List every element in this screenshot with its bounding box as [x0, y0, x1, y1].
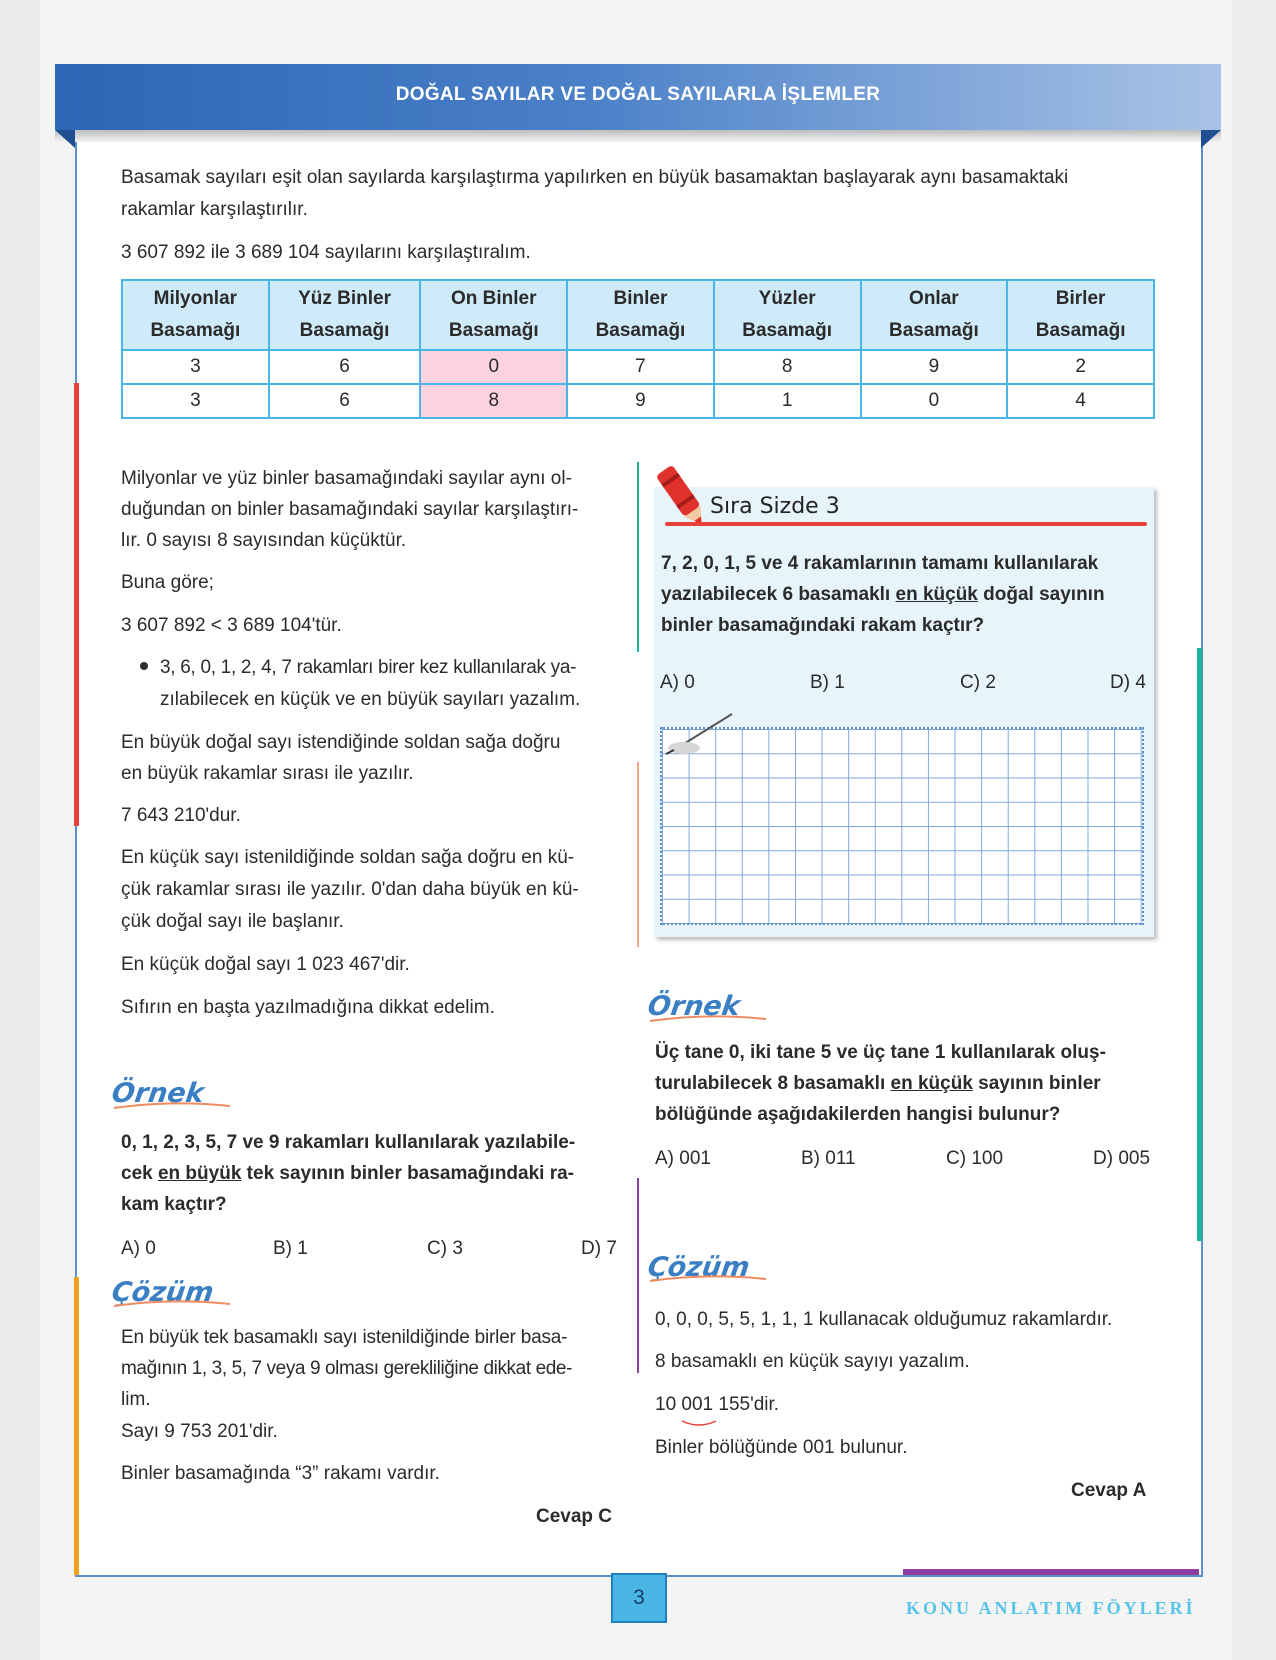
left-text: çük doğal sayı ile başlanır. [121, 911, 344, 932]
cozum-text: lim. [121, 1389, 151, 1410]
table-cell: 3 [122, 350, 269, 384]
option-a: A) 001 [655, 1148, 711, 1169]
option-a: A) 0 [660, 672, 695, 693]
left-text: Buna göre; [121, 572, 214, 593]
column-divider-teal [637, 462, 639, 652]
sira-question: 7, 2, 0, 1, 5 ve 4 rakamlarının tamamı kullanılarak [661, 553, 1099, 574]
table-cell-highlighted: 0 [420, 350, 567, 384]
table-row [122, 384, 1154, 418]
bullet-text: zılabilecek en küçük ve en büyük sayıları yazalım. [160, 689, 581, 710]
header-fold-right [1201, 130, 1221, 148]
page-number: 3 [611, 1573, 667, 1623]
column-divider-purple [637, 1178, 639, 1373]
table-header: Onlar Basamağı [861, 280, 1008, 350]
cozum-text: Sayı 9 753 201'dir. [121, 1421, 278, 1442]
table-cell: 9 [861, 350, 1008, 384]
left-text: 3 607 892 < 3 689 104'tür. [121, 615, 342, 636]
option-d: D) 005 [1093, 1148, 1151, 1169]
left-text: En küçük doğal sayı 1 023 467'dir. [121, 954, 410, 975]
cozum-label: Çözüm [645, 1252, 752, 1283]
ornek-question: turulabilecek 8 basamaklı en küçük sayının binler [655, 1073, 1101, 1094]
cozum-text: Binler bölüğünde 001 bulunur. [655, 1437, 908, 1458]
column-divider-peach [637, 762, 639, 947]
ornek-question: Üç tane 0, iki tane 5 ve üç tane 1 kullanılarak oluş- [655, 1042, 1106, 1063]
cozum-label: Çözüm [109, 1277, 216, 1308]
cozum-underline [648, 1271, 768, 1285]
table-header: Yüzler Basamağı [714, 280, 861, 350]
option-c: C) 3 [427, 1238, 463, 1259]
cozum-underline [112, 1296, 232, 1310]
option-b: B) 1 [810, 672, 845, 693]
left-text: lır. 0 sayısı 8 sayısından küçüktür. [121, 530, 407, 551]
table-cell: 2 [1007, 350, 1154, 384]
left-text: en büyük rakamlar sırası ile yazılır. [121, 763, 414, 784]
page-title: DOĞAL SAYILAR VE DOĞAL SAYILARLA İŞLEMLER [395, 84, 881, 105]
highlighted-group: 001 [681, 1394, 713, 1415]
left-accent-bar-red [74, 383, 79, 826]
table-cell: 9 [567, 384, 714, 418]
footer-title: KONU ANLATIM FÖYLERİ [906, 1598, 1196, 1618]
page-header [55, 64, 1221, 130]
cozum-text: En büyük tek basamaklı sayı istenildiğinde birler basa- [121, 1327, 568, 1348]
sira-sizde-underline [665, 522, 1147, 526]
cozum-text: Binler basamağında “3” rakamı vardır. [121, 1463, 440, 1484]
option-b: B) 1 [273, 1238, 308, 1259]
option-c: C) 100 [946, 1148, 1004, 1169]
place-value-table [121, 279, 1155, 419]
table-cell: 7 [567, 350, 714, 384]
table-cell: 1 [714, 384, 861, 418]
table-row [122, 350, 1154, 384]
ornek-question: kam kaçtır? [121, 1194, 227, 1215]
left-text: Sıfırın en başta yazılmadığına dikkat edelim. [121, 997, 495, 1018]
option-d: D) 4 [1110, 672, 1146, 693]
ornek-underline [648, 1011, 768, 1025]
pencil-icon [660, 710, 735, 758]
left-text: Milyonlar ve yüz binler basamağındaki sayılar aynı ol- [121, 468, 572, 489]
background-strip [0, 0, 40, 1660]
table-cell: 8 [714, 350, 861, 384]
answer-label: Cevap A [1071, 1480, 1147, 1501]
header-shadow [55, 130, 1221, 142]
left-text: En büyük doğal sayı istendiğinde soldan sağa doğru [121, 732, 561, 753]
left-text: En küçük sayı istenildiğinde soldan sağa doğru en kü- [121, 847, 575, 868]
brace-mark [681, 1420, 717, 1428]
bullet-text: 3, 6, 0, 1, 2, 4, 7 rakamları birer kez kullanılarak ya- [160, 657, 577, 678]
table-header: Birler Basamağı [1007, 280, 1154, 350]
table-header: Yüz Binler Basamağı [269, 280, 421, 350]
background-strip [1232, 0, 1276, 1660]
cozum-text: 0, 0, 0, 5, 5, 1, 1, 1 kullanacak olduğumuz rakamlardır. [655, 1309, 1113, 1330]
intro-line-1: Basamak sayıları eşit olan sayılarda karşılaştırma yapılırken en büyük basamaktan başlayarak aynı basamaktaki [121, 167, 1069, 188]
header-fold-left [55, 130, 75, 148]
table-cell: 6 [269, 350, 421, 384]
ornek-question: cek en büyük tek sayının binler basamağındaki ra- [121, 1163, 575, 1184]
bullet-dot [140, 662, 148, 670]
sira-sizde-label: Sıra Sizde 3 [710, 494, 840, 519]
table-cell: 3 [122, 384, 269, 418]
cozum-text: mağının 1, 3, 5, 7 veya 9 olması gerekliliğine dikkat ede- [121, 1358, 573, 1379]
left-text: 7 643 210'dur. [121, 805, 241, 826]
ornek-label: Örnek [109, 1078, 206, 1109]
left-text: duğundan on binler basamağındaki sayılar karşılaştırı- [121, 499, 579, 520]
ornek-label: Örnek [645, 991, 742, 1022]
cozum-text: 10 001 155'dir. [655, 1389, 779, 1420]
option-a: A) 0 [121, 1238, 156, 1259]
left-text: çük rakamlar sırası ile yazılır. 0'dan daha büyük en kü- [121, 879, 579, 900]
intro-line-2: rakamlar karşılaştırılır. [121, 199, 308, 220]
right-accent-bar-teal [1197, 648, 1202, 1241]
table-header-row [122, 280, 1154, 350]
table-cell: 4 [1007, 384, 1154, 418]
answer-label: Cevap C [536, 1506, 613, 1527]
cozum-text: 8 basamaklı en küçük sayıyı yazalım. [655, 1351, 970, 1372]
table-cell-highlighted: 8 [420, 384, 567, 418]
option-c: C) 2 [960, 672, 996, 693]
table-cell: 0 [861, 384, 1008, 418]
table-header: Milyonlar Basamağı [122, 280, 269, 350]
table-header: Binler Basamağı [567, 280, 714, 350]
option-d: D) 7 [581, 1238, 617, 1259]
sira-question: yazılabilecek 6 basamaklı en küçük doğal sayının [661, 584, 1105, 605]
option-b: B) 011 [801, 1148, 856, 1169]
table-header: On Binler Basamağı [420, 280, 567, 350]
sira-question: binler basamağındaki rakam kaçtır? [661, 615, 985, 636]
left-accent-bar-orange [74, 1277, 79, 1575]
intro-compare: 3 607 892 ile 3 689 104 sayılarını karşılaştıralım. [121, 242, 531, 263]
ornek-question: bölüğünde aşağıdakilerden hangisi bulunur? [655, 1104, 1061, 1125]
bottom-accent-bar-purple [903, 1569, 1199, 1575]
table-cell: 6 [269, 384, 421, 418]
ornek-question: 0, 1, 2, 3, 5, 7 ve 9 rakamları kullanılarak yazılabile- [121, 1132, 576, 1153]
ornek-underline [112, 1098, 232, 1112]
